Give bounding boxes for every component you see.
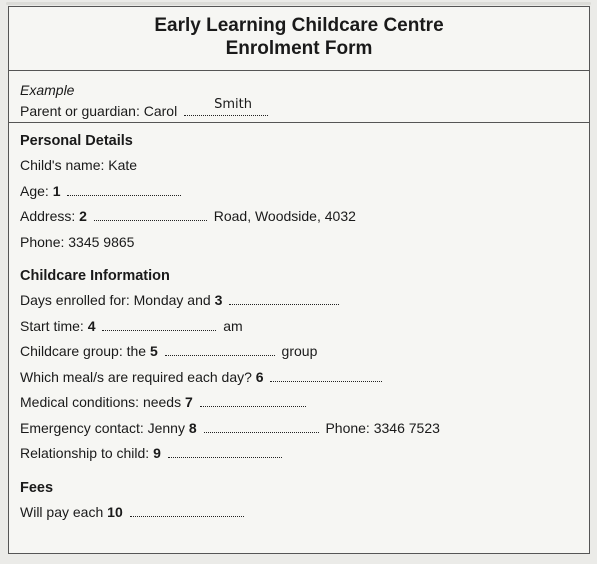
group-suffix: group — [281, 343, 318, 359]
centre-name: Early Learning Childcare Centre — [154, 15, 444, 36]
question-number: 4 — [87, 317, 96, 334]
question-number: 1 — [52, 182, 61, 199]
question-number: 8 — [188, 419, 197, 436]
start-time-label: Start time: — [20, 317, 84, 334]
example-answer-line — [184, 97, 268, 116]
example-row — [20, 97, 589, 122]
relationship-row — [20, 441, 589, 467]
group-answer-blank[interactable] — [165, 354, 275, 356]
question-number: 5 — [149, 343, 158, 359]
start-time-suffix: am — [223, 317, 243, 334]
form-title: Enrolment Form — [225, 38, 373, 59]
relationship-label: Relationship to child: — [20, 445, 150, 461]
example-prompt: Parent or guardian: Carol — [20, 103, 178, 119]
days-answer-blank[interactable] — [229, 303, 339, 305]
age-row — [20, 179, 589, 205]
address-suffix: Road, Woodside, 4032 — [213, 208, 356, 224]
fees-heading: Fees — [20, 479, 54, 496]
meals-row — [20, 365, 589, 391]
personal-details-heading: Personal Details — [20, 133, 133, 149]
question-number: 3 — [214, 292, 223, 308]
address-label: Address: — [20, 208, 76, 224]
section-gap — [20, 467, 589, 477]
medical-row — [20, 390, 589, 416]
example-label: Example — [20, 82, 75, 98]
emergency-label: Emergency contact: Jenny — [20, 419, 185, 436]
address-row — [20, 204, 589, 230]
start-time-answer-blank[interactable] — [102, 329, 216, 331]
fees-answer-blank[interactable] — [130, 515, 244, 517]
address-answer-blank[interactable] — [94, 219, 207, 221]
section-gap — [20, 255, 589, 265]
group-label: Childcare group: the — [20, 343, 147, 359]
form-body — [9, 123, 589, 525]
form-header — [9, 7, 589, 71]
childcare-info-heading: Childcare Information — [20, 268, 170, 284]
question-number: 2 — [79, 208, 87, 224]
age-answer-blank[interactable] — [67, 194, 181, 196]
meals-answer-blank[interactable] — [270, 380, 382, 382]
emergency-phone: Phone: 3346 7523 — [325, 419, 440, 436]
enrolment-form — [8, 6, 590, 554]
group-row — [20, 339, 589, 365]
emergency-row — [20, 416, 589, 442]
child-name-row: Child's name: Kate — [20, 157, 138, 173]
question-number: 10 — [107, 503, 123, 520]
medical-label: Medical conditions: needs — [20, 394, 182, 410]
fees-row — [20, 500, 589, 526]
fees-label: Will pay each — [20, 503, 104, 520]
start-time-row — [20, 314, 589, 340]
age-label: Age: — [20, 182, 49, 199]
days-row — [20, 288, 589, 314]
page-edge-shadow — [6, 2, 591, 5]
question-number: 6 — [255, 368, 264, 385]
question-number: 7 — [185, 394, 193, 410]
relationship-answer-blank[interactable] — [168, 456, 282, 458]
medical-answer-blank[interactable] — [200, 405, 306, 407]
emergency-answer-blank[interactable] — [204, 431, 319, 433]
example-section — [9, 71, 589, 123]
meals-label: Which meal/s are required each day? — [20, 368, 252, 385]
example-answer: Smith — [214, 97, 252, 112]
days-label: Days enrolled for: Monday and — [20, 292, 211, 308]
phone-row: Phone: 3345 9865 — [20, 233, 135, 250]
question-number: 9 — [153, 445, 161, 461]
